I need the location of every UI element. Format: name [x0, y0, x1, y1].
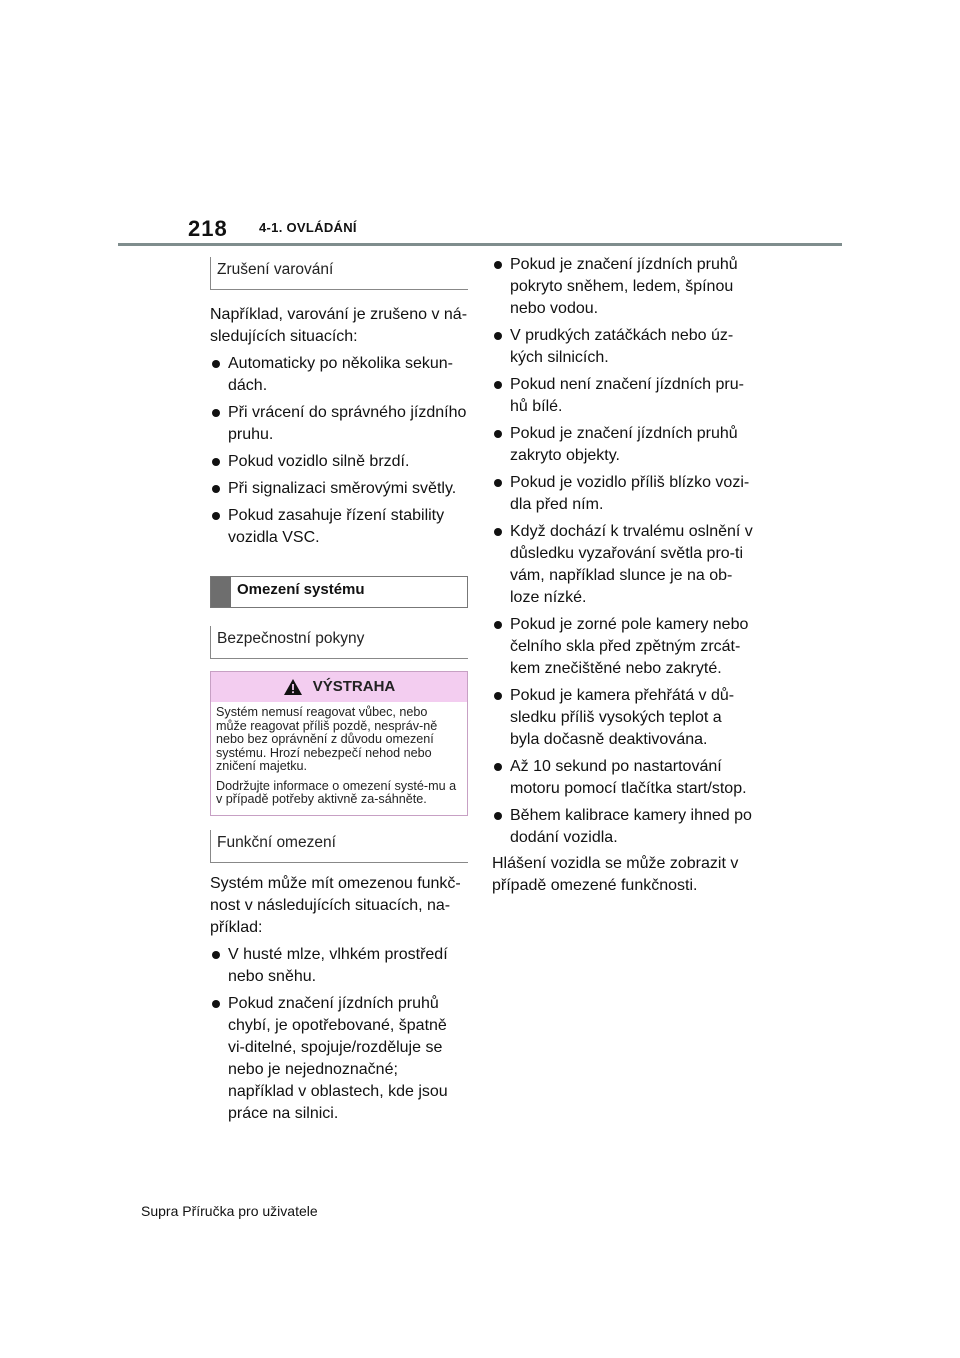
page-number: 218 [188, 216, 228, 241]
system-limits-heading [210, 576, 468, 608]
list-item: Až 10 sekund po nastartování motoru pomocí tlačítka start/stop. [492, 756, 754, 800]
list-item: Pokud zasahuje řízení stability vozidla VSC. [210, 505, 468, 549]
paragraph-cancel-intro: Například, varování je zrušeno v ná-sledujících situacích: [210, 306, 468, 345]
list-item: Pokud vozidlo silně brzdí. [210, 451, 468, 473]
left-column [210, 257, 468, 1125]
list-item: Při signalizaci směrovými světly. [210, 478, 468, 500]
functional-limits-list [210, 944, 468, 1125]
list-item: Pokud je zorné pole kamery nebo čelního skla před zpětným zrcát-kem znečištěné nebo zakryté. [492, 614, 754, 680]
subheading-safety: Bezpečnostní pokyny [210, 626, 468, 659]
warning-text: Dodržujte informace o omezení systé-mu a v případě potřeby aktivně za-sáhněte. [216, 778, 457, 806]
cancel-conditions-list [210, 353, 468, 549]
list-item: Během kalibrace kamery ihned po dodání vozidla. [492, 805, 754, 849]
list-item: V prudkých zatáčkách nebo úz-kých silnicích. [492, 325, 754, 369]
paragraph-functional-intro: Systém může mít omezenou funkč-nost v následujících situacích, na-příklad: [210, 874, 461, 936]
warning-title: VÝSTRAHA [312, 678, 396, 696]
warning-body [211, 702, 467, 815]
list-item: Pokud je kamera přehřátá v dů-sledku příliš vysokých teplot a byla dočasně deaktivována. [492, 685, 754, 751]
warning-header [211, 672, 467, 702]
footer-text: Supra Příručka pro uživatele [141, 1203, 318, 1219]
subheading-cancel-warning: Zrušení varování [210, 257, 468, 290]
list-item: Při vrácení do správného jízdního pruhu. [210, 402, 468, 446]
heading-bar [211, 577, 231, 607]
list-item: Pokud je značení jízdních pruhů zakryto objekty. [492, 423, 754, 467]
list-item: Pokud je značení jízdních pruhů pokryto sněhem, ledem, špínou nebo vodou. [492, 254, 754, 320]
list-item: V husté mlze, vlhkém prostředí nebo sněhu. [210, 944, 468, 988]
functional-limits-list-continued [492, 254, 754, 849]
paragraph-closing: Hlášení vozidla se může zobrazit v případě omezené funkčnosti. [492, 855, 739, 894]
list-item: Pokud značení jízdních pruhů chybí, je opotřebované, špatně vi-ditelné, spojuje/rozděluje se nebo je nejednoznačné; například v oblastech, kde jsou práce na silnici. [210, 993, 468, 1125]
warning-triangle-icon [283, 678, 303, 696]
header-rule [118, 243, 842, 246]
subheading-functional-limits: Funkční omezení [210, 830, 468, 863]
list-item: Když dochází k trvalému oslnění v důsledku vyzařování světla pro-ti vám, například slunce je na ob-loze nízké. [492, 521, 754, 609]
warning-box [210, 671, 468, 816]
list-item: Pokud je vozidlo příliš blízko vozi-dla před ním. [492, 472, 754, 516]
list-item: Pokud není značení jízdních pru-hů bílé. [492, 374, 754, 418]
list-item: Automaticky po několika sekun-dách. [210, 353, 468, 397]
heading-title: Omezení systému [237, 581, 365, 598]
section-title: 4-1. OVLÁDÁNÍ [259, 220, 357, 235]
warning-text: Systém nemusí reagovat vůbec, nebo může reagovat příliš pozdě, nespráv-ně nebo bez oprávnění z důvodu omezení systému. Hrozí nebezpečí nehod nebo zničení majetku. [216, 705, 438, 773]
right-column [492, 254, 754, 897]
